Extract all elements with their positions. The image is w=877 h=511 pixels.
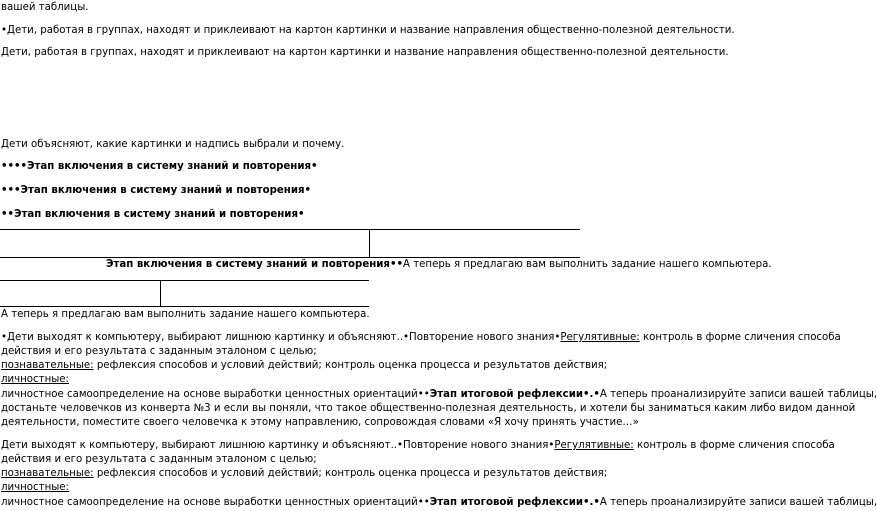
block1-personal-text: личностное самоопределение на основе выработки ценностных ориентаций•• xyxy=(1,389,430,400)
block1-line-2: действия и его результата с заданным эталоном с целью; xyxy=(1,346,317,357)
block2-line-5 xyxy=(1,496,877,510)
table-rule-top xyxy=(0,229,580,230)
explain-line: Дети объясняют, какие картинки и надпись выбрали и почему. xyxy=(1,139,345,150)
table2-rule-top xyxy=(0,280,369,281)
block2-reflection-heading: Этап итоговой рефлексии•.• xyxy=(429,497,600,508)
block1-regulative-label: Регулятивные: xyxy=(560,332,640,343)
block2-personal-label: личностные: xyxy=(1,482,69,493)
block2-line-3 xyxy=(1,467,607,481)
block2-regulative-label: Регулятивные: xyxy=(554,440,634,451)
proposal-line: А теперь я предлагаю вам выполнить задание нашего компьютера. xyxy=(1,309,370,320)
groups-line-1: •Дети, работая в группах, находят и приклеивают на картон картинки и название направления общественно-полезной деятельности. xyxy=(1,25,735,36)
table-row xyxy=(106,258,772,272)
stage-heading-3: ••Этап включения в систему знаний и повторения• xyxy=(1,209,305,220)
block2-line-2: действия и его результата с заданным эталоном с целью; xyxy=(1,454,317,465)
block2-reflection-text: А теперь проанализируйте записи вашей таблицы, xyxy=(599,497,877,508)
block1-children-text: •Дети выходят к компьютеру, выбирают лишнюю картинку и объясняют..•Повторение нового знания• xyxy=(1,332,561,343)
block1-line-1 xyxy=(1,331,841,345)
block1-line-5 xyxy=(1,388,877,402)
stage-heading-1: ••••Этап включения в систему знаний и повторения• xyxy=(1,161,318,172)
top-fragment: вашей таблицы. xyxy=(1,2,89,13)
block2-cognitive-label: познавательные: xyxy=(1,468,94,479)
block2-regulative-text: контроль в форме сличения способа xyxy=(633,440,835,451)
block1-personal-label: личностные: xyxy=(1,374,69,385)
table2-column-divider xyxy=(160,280,161,306)
table-column-divider xyxy=(369,229,370,257)
block1-reflection-heading: Этап итоговой рефлексии•.• xyxy=(429,389,600,400)
table2-rule-bottom xyxy=(0,306,369,307)
table-row-text: А теперь я предлагаю вам выполнить задание нашего компьютера. xyxy=(403,259,772,270)
block2-line-1 xyxy=(1,439,835,453)
block1-reflection-text: А теперь проанализируйте записи вашей таблицы, xyxy=(599,389,877,400)
block1-cognitive-label: познавательные: xyxy=(1,360,94,371)
block2-children-text: Дети выходят к компьютеру, выбирают лишнюю картинку и объясняют..•Повторение нового знания• xyxy=(1,440,555,451)
block2-personal-text: личностное самоопределение на основе выработки ценностных ориентаций•• xyxy=(1,497,430,508)
table-row-bullets: •• xyxy=(389,259,403,270)
table-row-heading: Этап включения в систему знаний и повторения xyxy=(106,259,390,270)
stage-heading-2: •••Этап включения в систему знаний и повторения• xyxy=(1,185,312,196)
block2-cognitive-text: рефлексия способов и условий действий; контроль оценка процесса и результатов действия; xyxy=(93,468,608,479)
block1-regulative-text: контроль в форме сличения способа xyxy=(639,332,841,343)
block1-cognitive-text: рефлексия способов и условий действий; контроль оценка процесса и результатов действия; xyxy=(93,360,608,371)
groups-line-2: Дети, работая в группах, находят и приклеивают на картон картинки и название направления общественно-полезной деятельности. xyxy=(1,47,729,58)
block1-line-3 xyxy=(1,359,607,373)
block1-line-6: достаньте человечков из конверта №3 и если вы поняли, что такое общественно-полезная деятельность, и хотели бы заниматься каким либо видом данной xyxy=(1,403,856,414)
block1-line-7: деятельности, поместите своего человечка к этому направлению, сопровождая словами «Я хочу принять участие…» xyxy=(1,417,639,428)
